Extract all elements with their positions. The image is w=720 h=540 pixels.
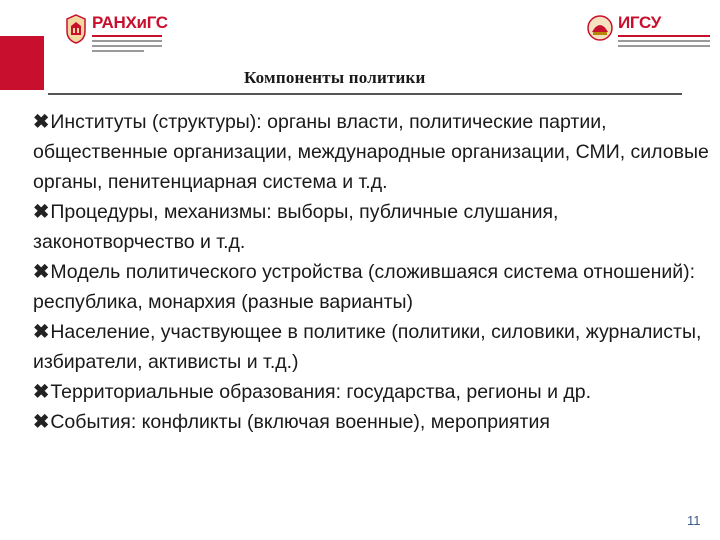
- list-item-text: Модель политического устройства (сложившаяся система отношений): республика, монархия (разные варианты): [33, 261, 696, 313]
- igsu-emblem-icon: [586, 14, 614, 42]
- igsu-logo-name: ИГСУ: [618, 13, 662, 32]
- list-item: [33, 107, 720, 197]
- cross-bullet-icon: ✖: [33, 261, 50, 283]
- cross-bullet-icon: ✖: [33, 381, 50, 403]
- ranepa-logo-name: РАНХиГС: [92, 13, 168, 32]
- ranepa-emblem-icon: [64, 14, 88, 44]
- list-item-text: Территориальные образования: государства, регионы и др.: [50, 381, 592, 403]
- accent-bar: [0, 36, 44, 90]
- list-item-text: События: конфликты (включая военные), мероприятия: [50, 411, 550, 433]
- list-item-text: Население, участвующее в политике (политики, силовики, журналисты, избиратели, активисты и т.д.): [33, 321, 702, 373]
- cross-bullet-icon: ✖: [33, 111, 50, 133]
- cross-bullet-icon: ✖: [33, 321, 50, 343]
- list-item: [33, 377, 720, 407]
- list-item: [33, 317, 720, 377]
- ranepa-logo: [64, 14, 168, 52]
- list-item: [33, 257, 720, 317]
- page-number: 11: [687, 513, 701, 528]
- list-item-text: Институты (структуры): органы власти, политические партии, общественные организации, международные организации, СМИ, силовые органы, пенитенциарная система и т.д.: [33, 111, 709, 193]
- list-item: [33, 407, 720, 437]
- title-underline: [48, 93, 682, 95]
- slide-content: [33, 107, 720, 437]
- slide-title: Компоненты политики: [244, 68, 426, 87]
- cross-bullet-icon: ✖: [33, 411, 50, 433]
- cross-bullet-icon: ✖: [33, 201, 50, 223]
- list-item: [33, 197, 720, 257]
- list-item-text: Процедуры, механизмы: выборы, публичные слушания, законотворчество и т.д.: [33, 201, 559, 253]
- igsu-logo: [586, 14, 710, 47]
